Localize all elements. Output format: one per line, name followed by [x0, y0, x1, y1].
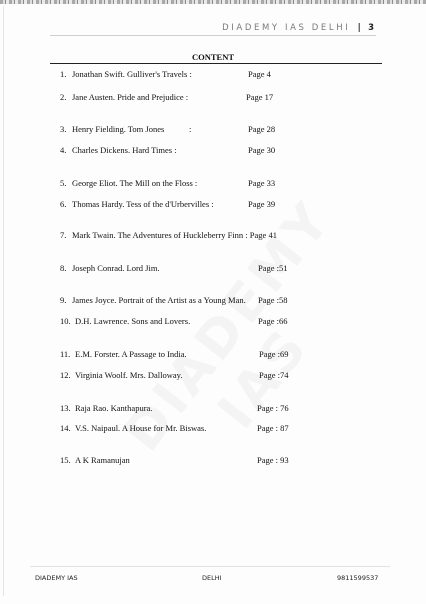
toc-item-title: Jane Austen. Pride and Prejudice :	[72, 92, 189, 102]
toc-item-number: 2.	[60, 92, 67, 102]
toc-item	[0, 455, 426, 469]
toc-item-number: 10.	[60, 316, 71, 326]
toc-item-page: Page :51	[258, 263, 288, 273]
toc-item-number: 11.	[60, 349, 71, 359]
footer-city: DELHI	[202, 574, 222, 582]
toc-item-page: Page :66	[258, 316, 288, 326]
content-title: CONTENT	[191, 52, 235, 62]
toc-item	[0, 92, 426, 106]
title-underline	[50, 63, 382, 64]
toc-item-title: Raja Rao. Kanthapura.	[75, 403, 153, 413]
toc-item-page: Page :58	[258, 295, 288, 305]
toc-item-title: Virginia Woolf. Mrs. Dalloway.	[75, 370, 183, 380]
toc-item-page: Page :74	[259, 370, 289, 380]
toc-item	[0, 423, 426, 437]
toc-item	[0, 403, 426, 417]
footer-phone: 9811599537	[337, 574, 379, 582]
toc-item-page: Page 4	[248, 69, 271, 79]
toc-item-colon: :	[189, 124, 192, 134]
toc-item-title: Joseph Conrad. Lord Jim.	[72, 263, 160, 273]
toc-item-page: Page 30	[248, 145, 276, 155]
toc-item-number: 7.	[60, 230, 67, 240]
toc-item-number: 9.	[60, 295, 67, 305]
toc-item-number: 3.	[60, 124, 67, 134]
header-brand: DIADEMY IAS DELHI	[222, 23, 351, 33]
toc-item-title: E.M. Forster. A Passage to India.	[75, 349, 187, 359]
header-divider	[50, 35, 376, 36]
toc-item-title: James Joyce. Portrait of the Artist as a Young Man.	[72, 295, 246, 305]
toc-item-number: 5.	[60, 178, 67, 188]
toc-item-number: 13.	[60, 403, 71, 413]
toc-item-page: Page 33	[248, 178, 276, 188]
toc-item-page: Page 28	[248, 124, 276, 134]
toc-item-page: Page 39	[248, 199, 276, 209]
header-separator: |	[357, 23, 361, 33]
toc-item-title: Jonathan Swift. Gulliver's Travels :	[72, 69, 192, 79]
toc-item-title: A K Ramanujan	[75, 455, 130, 465]
toc-item	[0, 349, 426, 363]
toc-item-title: George Eliot. The Mill on the Floss :	[72, 178, 198, 188]
toc-item	[0, 370, 426, 384]
toc-item	[0, 230, 426, 244]
toc-item	[0, 263, 426, 277]
toc-item	[0, 69, 426, 83]
toc-item-title: V.S. Naipaul. A House for Mr. Biswas.	[75, 423, 207, 433]
page-header	[222, 23, 374, 33]
toc-item	[0, 199, 426, 213]
toc-item-page: Page 17	[246, 92, 274, 102]
toc-item-title: D.H. Lawrence. Sons and Lovers.	[75, 316, 191, 326]
toc-item	[0, 295, 426, 309]
toc-item-page: Page : 93	[257, 455, 289, 465]
toc-item-title: Henry Fielding. Tom Jones	[72, 124, 165, 134]
toc-item	[0, 178, 426, 192]
toc-item-title: Thomas Hardy. Tess of the d'Urbervilles :	[72, 199, 214, 209]
toc-item-page: Page : 87	[257, 423, 289, 433]
header-page-number: 3	[368, 23, 374, 33]
toc-item	[0, 145, 426, 159]
scan-noise-strip	[0, 0, 426, 4]
footer-brand: DIADEMY IAS	[35, 574, 78, 582]
footer-divider	[30, 566, 390, 567]
toc-item	[0, 316, 426, 330]
toc-item-title: Charles Dickens. Hard Times :	[72, 145, 177, 155]
toc-item-page: Page : 76	[257, 403, 289, 413]
toc-item	[0, 124, 426, 138]
toc-item-number: 12.	[60, 370, 71, 380]
toc-item-title: Mark Twain. The Adventures of Huckleberry Finn : Page 41	[72, 230, 277, 240]
toc-item-number: 15.	[60, 455, 71, 465]
toc-item-number: 1.	[60, 69, 67, 79]
toc-item-number: 8.	[60, 263, 67, 273]
toc-item-number: 14.	[60, 423, 71, 433]
toc-item-page: Page :69	[259, 349, 289, 359]
toc-item-number: 4.	[60, 145, 67, 155]
toc-item-number: 6.	[60, 199, 67, 209]
